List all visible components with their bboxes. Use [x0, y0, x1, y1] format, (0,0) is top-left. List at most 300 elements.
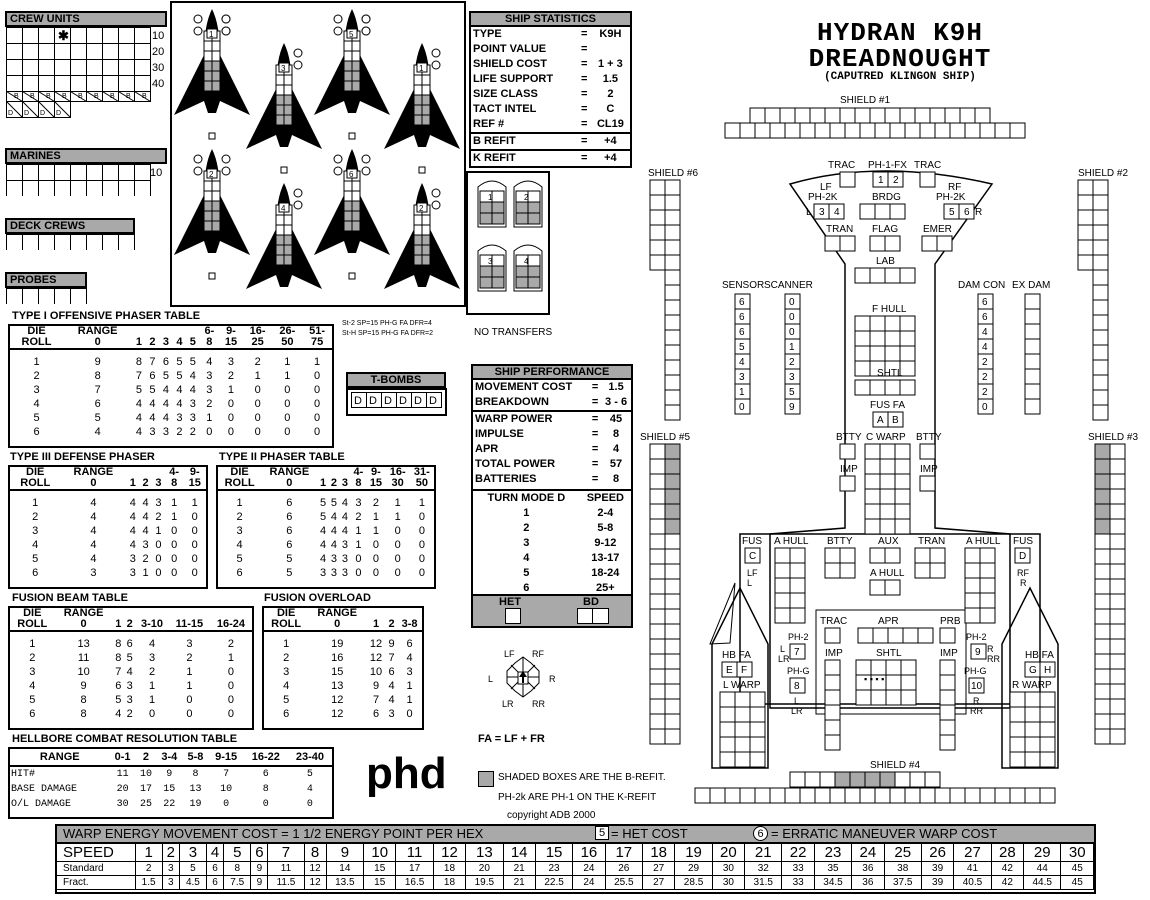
- shuttle-box[interactable]: [871, 660, 886, 675]
- shield2-box[interactable]: [1078, 180, 1093, 195]
- shield3-box[interactable]: [1095, 489, 1110, 504]
- left-warp-box[interactable]: [720, 722, 735, 737]
- aft-hull-box[interactable]: [790, 548, 805, 563]
- center-warp-box[interactable]: [895, 504, 910, 519]
- crew-box[interactable]: [39, 76, 55, 92]
- probe-box[interactable]: [940, 628, 955, 643]
- crew-box[interactable]: [103, 44, 119, 60]
- left-warp-box[interactable]: [720, 692, 735, 707]
- shield3-box[interactable]: [1095, 504, 1110, 519]
- shield6-box[interactable]: [665, 405, 680, 420]
- aft-hull-box[interactable]: [775, 608, 790, 623]
- shield1-box[interactable]: [765, 108, 780, 123]
- shield3-box[interactable]: [1110, 459, 1125, 474]
- crew-box[interactable]: [71, 76, 87, 92]
- aft-hull-box[interactable]: [775, 563, 790, 578]
- fighter-icon[interactable]: [314, 149, 390, 279]
- shield4-box[interactable]: [755, 788, 770, 803]
- shield5-box[interactable]: [665, 654, 680, 669]
- shield1-box[interactable]: [800, 123, 815, 138]
- bridge-box[interactable]: [875, 204, 890, 219]
- shield1-box[interactable]: [840, 108, 855, 123]
- right-warp-box[interactable]: [1010, 707, 1025, 722]
- shuttle-box[interactable]: [886, 675, 901, 690]
- exdam-box[interactable]: [1025, 399, 1040, 414]
- shield1-box[interactable]: [995, 123, 1010, 138]
- shield1-box[interactable]: [935, 123, 950, 138]
- shield3-box[interactable]: [1095, 534, 1110, 549]
- bridge-box[interactable]: [890, 204, 905, 219]
- shuttle-box[interactable]: [901, 660, 916, 675]
- shield4-box[interactable]: [880, 772, 895, 787]
- marine-box[interactable]: [7, 165, 23, 181]
- shield2-box[interactable]: [1093, 360, 1108, 375]
- left-warp-box[interactable]: [750, 692, 765, 707]
- shield1-box[interactable]: [890, 123, 905, 138]
- aft-hull-box[interactable]: [775, 593, 790, 608]
- emer-box[interactable]: [922, 236, 937, 251]
- shield3-box[interactable]: [1095, 639, 1110, 654]
- het-box[interactable]: [505, 608, 521, 624]
- aft-hull-box[interactable]: [980, 608, 995, 623]
- apr-box[interactable]: [873, 628, 888, 643]
- center-warp-box[interactable]: [865, 489, 880, 504]
- rack-slot[interactable]: [478, 181, 506, 227]
- deck-crew-box[interactable]: [23, 235, 39, 251]
- shield4-box[interactable]: [805, 772, 820, 787]
- impulse-box[interactable]: [940, 690, 955, 705]
- shield1-box[interactable]: [750, 108, 765, 123]
- aft-hull-box[interactable]: [965, 548, 980, 563]
- shield3-box[interactable]: [1095, 549, 1110, 564]
- shield5-box[interactable]: [665, 729, 680, 744]
- aft-hull-box[interactable]: [980, 563, 995, 578]
- shield5-box[interactable]: [650, 474, 665, 489]
- bridge-box[interactable]: [860, 204, 875, 219]
- marine-box[interactable]: [119, 165, 135, 181]
- center-warp-box[interactable]: [880, 444, 895, 459]
- tran-box[interactable]: [840, 236, 855, 251]
- exdam-box[interactable]: [1025, 339, 1040, 354]
- shield2-box[interactable]: [1093, 225, 1108, 240]
- fighter-icon[interactable]: [174, 149, 250, 279]
- marine-box[interactable]: [103, 181, 119, 197]
- shield4-box[interactable]: [865, 772, 880, 787]
- battery-box[interactable]: [825, 563, 840, 578]
- shield2-box[interactable]: [1093, 195, 1108, 210]
- crew-box[interactable]: [39, 28, 55, 44]
- crew-box[interactable]: [71, 60, 87, 76]
- shield6-box[interactable]: [665, 240, 680, 255]
- forward-hull-box[interactable]: [870, 331, 885, 346]
- shield2-box[interactable]: [1093, 315, 1108, 330]
- forward-hull-box[interactable]: [870, 316, 885, 331]
- shield1-box[interactable]: [930, 108, 945, 123]
- marine-box[interactable]: [71, 181, 87, 197]
- shield4-box[interactable]: [845, 788, 860, 803]
- shield2-box[interactable]: [1093, 180, 1108, 195]
- shuttle-box[interactable]: [901, 675, 916, 690]
- exdam-box[interactable]: [1025, 324, 1040, 339]
- crew-box[interactable]: [119, 60, 135, 76]
- impulse-box[interactable]: [940, 720, 955, 735]
- right-warp-box[interactable]: [1040, 707, 1055, 722]
- aft-hull-box[interactable]: [775, 578, 790, 593]
- shield6-box[interactable]: [665, 255, 680, 270]
- shield5-box[interactable]: [665, 489, 680, 504]
- shield2-box[interactable]: [1093, 330, 1108, 345]
- shield6-box[interactable]: [665, 285, 680, 300]
- shield6-box[interactable]: [665, 270, 680, 285]
- left-warp-box[interactable]: [750, 722, 765, 737]
- forward-hull-box[interactable]: [855, 331, 870, 346]
- shield4-box[interactable]: [820, 772, 835, 787]
- shield5-box[interactable]: [665, 684, 680, 699]
- shield3-box[interactable]: [1095, 579, 1110, 594]
- right-warp-box[interactable]: [1040, 752, 1055, 767]
- shield4-box[interactable]: [815, 788, 830, 803]
- impulse-box[interactable]: [940, 660, 955, 675]
- deck-crew-box[interactable]: [119, 235, 135, 251]
- marine-box[interactable]: [103, 165, 119, 181]
- lab-box[interactable]: [855, 268, 870, 283]
- fighter-icon[interactable]: [314, 9, 390, 139]
- shield5-box[interactable]: [650, 564, 665, 579]
- crew-box[interactable]: [135, 44, 151, 60]
- impulse-box[interactable]: [940, 705, 955, 720]
- probe-box[interactable]: [23, 289, 39, 305]
- crew-box[interactable]: [23, 28, 39, 44]
- center-warp-box[interactable]: [895, 519, 910, 534]
- marine-box[interactable]: [135, 165, 151, 181]
- lab-box[interactable]: [870, 268, 885, 283]
- shield6-box[interactable]: [665, 180, 680, 195]
- left-warp-box[interactable]: [735, 722, 750, 737]
- shield1-box[interactable]: [755, 123, 770, 138]
- shield1-box[interactable]: [960, 108, 975, 123]
- shield5-box[interactable]: [665, 519, 680, 534]
- left-warp-box[interactable]: [735, 707, 750, 722]
- center-warp-box[interactable]: [895, 474, 910, 489]
- shield5-box[interactable]: [650, 489, 665, 504]
- tran-box[interactable]: [915, 563, 930, 578]
- shield1-box[interactable]: [920, 123, 935, 138]
- right-warp-box[interactable]: [1010, 722, 1025, 737]
- shuttle-box[interactable]: [856, 690, 871, 705]
- right-warp-box[interactable]: [1040, 692, 1055, 707]
- shield1-box[interactable]: [815, 123, 830, 138]
- left-warp-box[interactable]: [750, 752, 765, 767]
- shield1-box[interactable]: [740, 123, 755, 138]
- shield3-box[interactable]: [1095, 519, 1110, 534]
- center-warp-box[interactable]: [865, 474, 880, 489]
- center-warp-box[interactable]: [880, 459, 895, 474]
- shield4-box[interactable]: [890, 788, 905, 803]
- aft-hull-box[interactable]: [980, 593, 995, 608]
- crew-units-boxes[interactable]: [6, 27, 168, 127]
- deck-crew-box[interactable]: [71, 235, 87, 251]
- shield5-box[interactable]: [650, 594, 665, 609]
- shield5-box[interactable]: [665, 609, 680, 624]
- shield1-box[interactable]: [785, 123, 800, 138]
- fighter-icon[interactable]: [384, 183, 460, 305]
- crew-box[interactable]: [23, 76, 39, 92]
- right-warp-box[interactable]: [1025, 752, 1040, 767]
- forward-hull-box[interactable]: [900, 331, 915, 346]
- deck-crew-box[interactable]: [103, 235, 119, 251]
- apr-box[interactable]: [888, 628, 903, 643]
- shield1-box[interactable]: [845, 123, 860, 138]
- forward-hull-box[interactable]: [885, 316, 900, 331]
- shield1-box[interactable]: [975, 108, 990, 123]
- tran-box[interactable]: [825, 236, 840, 251]
- shuttle-box[interactable]: [871, 690, 886, 705]
- tbomb-boxes[interactable]: [351, 392, 443, 408]
- aux-box[interactable]: [870, 548, 885, 563]
- probe-box[interactable]: [7, 289, 23, 305]
- crew-box[interactable]: [71, 28, 87, 44]
- shield5-box[interactable]: [650, 549, 665, 564]
- shield5-box[interactable]: [650, 504, 665, 519]
- ship-system-display[interactable]: [630, 88, 1150, 808]
- shield1-box[interactable]: [965, 123, 980, 138]
- aft-hull-box[interactable]: [980, 548, 995, 563]
- shield3-box[interactable]: [1095, 609, 1110, 624]
- right-warp-box[interactable]: [1025, 722, 1040, 737]
- center-warp-box[interactable]: [895, 489, 910, 504]
- right-warp-box[interactable]: [1010, 692, 1025, 707]
- shield6-box[interactable]: [650, 180, 665, 195]
- impulse-box[interactable]: [825, 735, 840, 750]
- deck-crew-box[interactable]: [39, 235, 55, 251]
- center-warp-box[interactable]: [895, 459, 910, 474]
- probe-box[interactable]: [39, 289, 55, 305]
- shuttle-box[interactable]: [856, 660, 871, 675]
- forward-hull-box[interactable]: [870, 346, 885, 361]
- impulse-box[interactable]: [825, 660, 840, 675]
- impulse-box[interactable]: [825, 705, 840, 720]
- crew-box[interactable]: [39, 44, 55, 60]
- shield5-box[interactable]: [665, 444, 680, 459]
- flag-box[interactable]: [870, 236, 885, 251]
- impulse-box[interactable]: [825, 675, 840, 690]
- marine-box[interactable]: [55, 165, 71, 181]
- shield3-box[interactable]: [1095, 459, 1110, 474]
- shield6-box[interactable]: [665, 360, 680, 375]
- shield4-box[interactable]: [935, 788, 950, 803]
- shield4-box[interactable]: [790, 772, 805, 787]
- shield3-box[interactable]: [1095, 699, 1110, 714]
- crew-box[interactable]: [135, 28, 151, 44]
- shield2-box[interactable]: [1093, 270, 1108, 285]
- shield1-box[interactable]: [855, 108, 870, 123]
- battery-box[interactable]: [840, 444, 855, 459]
- shield3-box[interactable]: [1110, 639, 1125, 654]
- shield5-box[interactable]: [665, 564, 680, 579]
- shield6-box[interactable]: [650, 195, 665, 210]
- forward-hull-box[interactable]: [900, 346, 915, 361]
- center-warp-box[interactable]: [865, 519, 880, 534]
- aft-hull-box[interactable]: [870, 580, 885, 595]
- exdam-box[interactable]: [1025, 369, 1040, 384]
- shield5-box[interactable]: [650, 684, 665, 699]
- marine-box[interactable]: [23, 165, 39, 181]
- forward-hull-box[interactable]: [900, 316, 915, 331]
- shield3-box[interactable]: [1110, 624, 1125, 639]
- left-warp-box[interactable]: [750, 707, 765, 722]
- shield4-box[interactable]: [1025, 788, 1040, 803]
- crew-box[interactable]: [39, 60, 55, 76]
- shield5-box[interactable]: [650, 699, 665, 714]
- aft-hull-box[interactable]: [965, 608, 980, 623]
- marines-grid[interactable]: [6, 164, 168, 199]
- shield2-box[interactable]: [1078, 225, 1093, 240]
- marine-box[interactable]: [87, 181, 103, 197]
- crew-box[interactable]: [119, 76, 135, 92]
- shield3-box[interactable]: [1110, 474, 1125, 489]
- shield4-box[interactable]: [770, 788, 785, 803]
- shield6-box[interactable]: [665, 300, 680, 315]
- marine-box[interactable]: [87, 165, 103, 181]
- marine-box[interactable]: [39, 165, 55, 181]
- shield5-box[interactable]: [650, 714, 665, 729]
- lab-box[interactable]: [885, 268, 900, 283]
- marine-box[interactable]: [55, 181, 71, 197]
- probes-grid[interactable]: [6, 288, 88, 307]
- apr-box[interactable]: [903, 628, 918, 643]
- shield6-box[interactable]: [665, 375, 680, 390]
- impulse-box[interactable]: [825, 690, 840, 705]
- trac-box[interactable]: [920, 172, 935, 187]
- aft-hull-box[interactable]: [965, 578, 980, 593]
- left-warp-box[interactable]: [735, 752, 750, 767]
- shield3-box[interactable]: [1110, 444, 1125, 459]
- shield3-box[interactable]: [1095, 444, 1110, 459]
- shield4-box[interactable]: [965, 788, 980, 803]
- shield5-box[interactable]: [665, 534, 680, 549]
- shield3-box[interactable]: [1110, 729, 1125, 744]
- shield1-box[interactable]: [780, 108, 795, 123]
- ready-rack-boxes[interactable]: [468, 173, 548, 315]
- shield4-box[interactable]: [785, 788, 800, 803]
- shield6-box[interactable]: [665, 390, 680, 405]
- forward-hull-box[interactable]: [855, 361, 870, 376]
- right-warp-box[interactable]: [1010, 737, 1025, 752]
- shield3-box[interactable]: [1095, 564, 1110, 579]
- crew-box[interactable]: [23, 60, 39, 76]
- shield1-box[interactable]: [860, 123, 875, 138]
- shield4-box[interactable]: [980, 788, 995, 803]
- fighter-icon[interactable]: [384, 43, 460, 173]
- crew-box[interactable]: [7, 60, 23, 76]
- shield3-box[interactable]: [1110, 714, 1125, 729]
- center-warp-box[interactable]: [880, 489, 895, 504]
- tran-box[interactable]: [930, 563, 945, 578]
- left-warp-box[interactable]: [720, 752, 735, 767]
- shield2-box[interactable]: [1093, 390, 1108, 405]
- tran-box[interactable]: [915, 548, 930, 563]
- center-warp-box[interactable]: [880, 504, 895, 519]
- marine-box[interactable]: [7, 181, 23, 197]
- left-warp-box[interactable]: [720, 737, 735, 752]
- shield3-box[interactable]: [1095, 654, 1110, 669]
- aft-hull-box[interactable]: [790, 593, 805, 608]
- shield4-box[interactable]: [710, 788, 725, 803]
- deck-crew-box[interactable]: [55, 235, 71, 251]
- shield3-box[interactable]: [1110, 654, 1125, 669]
- crew-box[interactable]: [7, 76, 23, 92]
- right-warp-box[interactable]: [1040, 737, 1055, 752]
- shuttle-box[interactable]: [886, 690, 901, 705]
- marine-box[interactable]: [71, 165, 87, 181]
- shield3-box[interactable]: [1095, 594, 1110, 609]
- fighter-silhouettes[interactable]: [172, 3, 464, 305]
- shield1-box[interactable]: [905, 123, 920, 138]
- marine-box[interactable]: [39, 181, 55, 197]
- crew-box[interactable]: [87, 60, 103, 76]
- crew-box[interactable]: [7, 28, 23, 44]
- shield2-box[interactable]: [1078, 255, 1093, 270]
- crew-box[interactable]: [7, 44, 23, 60]
- marine-box[interactable]: [135, 181, 151, 197]
- deck-crew-box[interactable]: [87, 235, 103, 251]
- crew-box[interactable]: [23, 44, 39, 60]
- shield1-box[interactable]: [725, 123, 740, 138]
- right-warp-box[interactable]: [1010, 752, 1025, 767]
- fighter-icon[interactable]: [246, 43, 322, 173]
- center-warp-box[interactable]: [880, 519, 895, 534]
- shield6-box[interactable]: [665, 210, 680, 225]
- shield6-box[interactable]: [650, 240, 665, 255]
- crew-box[interactable]: [103, 76, 119, 92]
- shield3-box[interactable]: [1095, 624, 1110, 639]
- shield4-box[interactable]: [830, 788, 845, 803]
- shuttle-box[interactable]: [901, 690, 916, 705]
- battery-box[interactable]: [840, 548, 855, 563]
- shield5-box[interactable]: [650, 669, 665, 684]
- shield2-box[interactable]: [1078, 195, 1093, 210]
- shield5-box[interactable]: [650, 579, 665, 594]
- fighter-icon[interactable]: [246, 183, 322, 305]
- shield4-box[interactable]: [905, 788, 920, 803]
- shield2-box[interactable]: [1093, 285, 1108, 300]
- shield5-box[interactable]: [665, 699, 680, 714]
- shield4-box[interactable]: [875, 788, 890, 803]
- shield6-box[interactable]: [665, 345, 680, 360]
- fighter-icon[interactable]: [174, 9, 250, 139]
- shield3-box[interactable]: [1110, 549, 1125, 564]
- shuttle-box[interactable]: [886, 660, 901, 675]
- trac-box[interactable]: [840, 172, 855, 187]
- shield5-box[interactable]: [665, 594, 680, 609]
- exdam-box[interactable]: [1025, 354, 1040, 369]
- shield3-box[interactable]: [1095, 684, 1110, 699]
- aft-hull-box[interactable]: [885, 580, 900, 595]
- left-warp-box[interactable]: [735, 737, 750, 752]
- shield2-box[interactable]: [1093, 300, 1108, 315]
- shield5-box[interactable]: [665, 549, 680, 564]
- marine-box[interactable]: [23, 181, 39, 197]
- shield1-box[interactable]: [810, 108, 825, 123]
- crew-box[interactable]: [55, 76, 71, 92]
- left-warp-box[interactable]: [735, 692, 750, 707]
- apr-box[interactable]: [858, 628, 873, 643]
- shield6-box[interactable]: [650, 210, 665, 225]
- shield3-box[interactable]: [1110, 504, 1125, 519]
- center-warp-box[interactable]: [865, 459, 880, 474]
- center-warp-box[interactable]: [895, 444, 910, 459]
- shield5-box[interactable]: [650, 609, 665, 624]
